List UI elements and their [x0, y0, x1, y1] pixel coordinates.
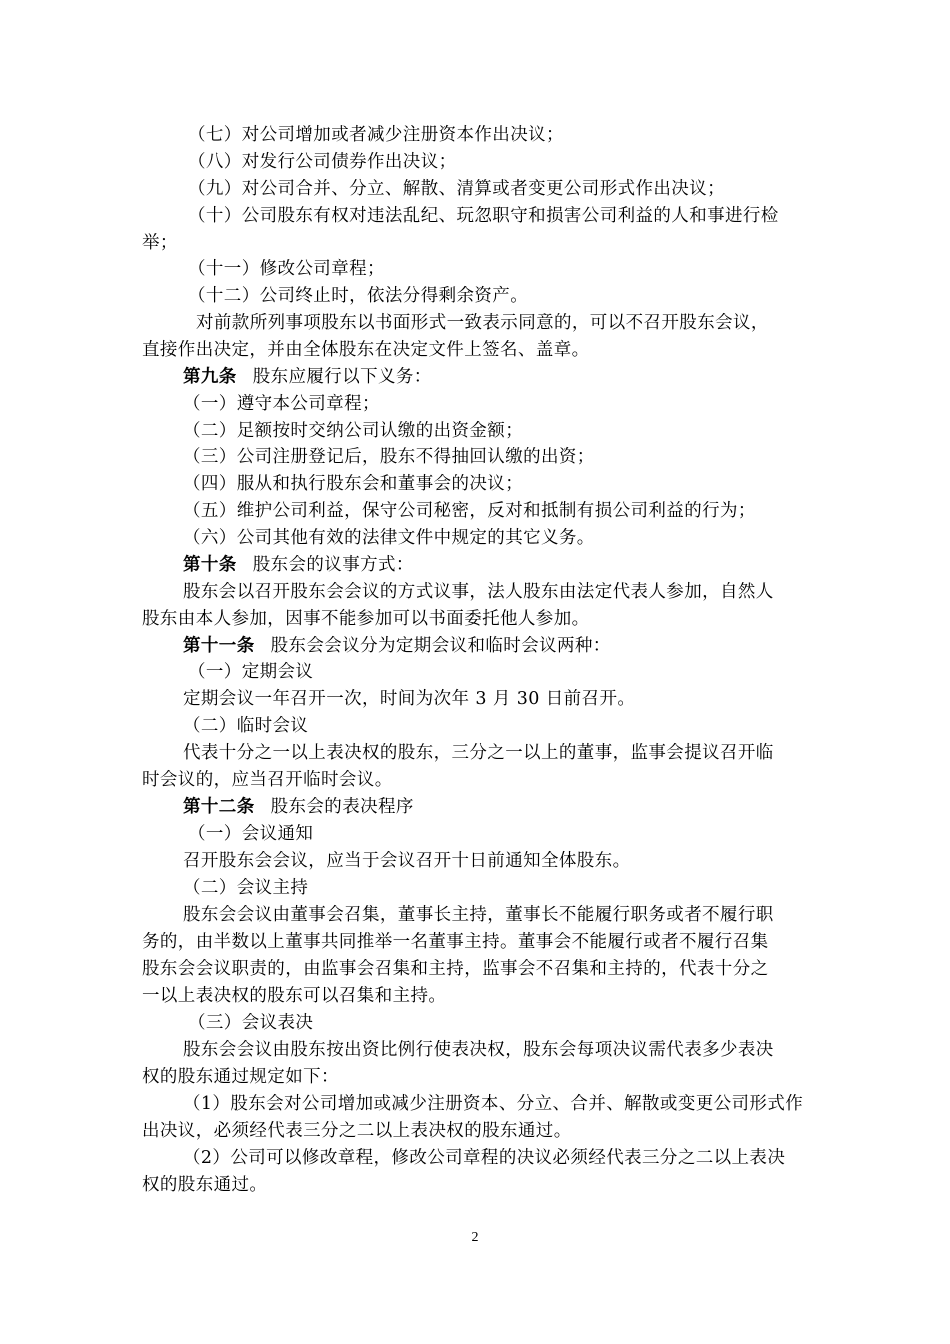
article-heading-line	[183, 795, 414, 819]
body-line	[183, 472, 523, 496]
body-line	[142, 231, 178, 255]
body-line	[142, 957, 769, 981]
article-number: 第十条	[183, 555, 237, 575]
line-text: （二）会议主持	[183, 878, 309, 898]
body-line	[188, 177, 725, 201]
body-line	[142, 338, 590, 362]
body-line	[142, 1173, 267, 1197]
body-line	[183, 419, 523, 443]
line-text: 股东会会议职责的，由监事会召集和主持，监事会不召集和主持的，代表十分之	[142, 959, 769, 979]
line-text: （四）服从和执行股东会和董事会的决议；	[183, 474, 524, 494]
line-text: （十）公司股东有权对违法乱纪、玩忽职守和损害公司利益的人和事进行检	[188, 206, 779, 226]
line-text: 股东会的表决程序	[270, 797, 414, 817]
body-line	[188, 822, 313, 846]
line-text: （十二）公司终止时，依法分得剩余资产。	[188, 286, 529, 306]
line-text: （十一）修改公司章程；	[188, 259, 385, 279]
body-line	[142, 930, 769, 954]
line-text: 权的股东通过。	[142, 1175, 268, 1195]
page-number: 2	[471, 1230, 479, 1245]
line-text: 时会议的，应当召开临时会议。	[142, 770, 393, 790]
line-text: 股东会会议分为定期会议和临时会议两种：	[270, 636, 611, 656]
line-text: 对前款所列事项股东以书面形式一致表示同意的，可以不召开股东会议，	[196, 313, 769, 333]
line-text: 权的股东通过规定如下：	[142, 1067, 339, 1087]
body-line	[183, 445, 595, 469]
body-line	[183, 1092, 803, 1116]
body-line	[142, 1119, 572, 1143]
body-line	[183, 903, 774, 927]
line-text: （二）临时会议	[183, 716, 309, 736]
body-line	[188, 257, 385, 281]
body-line	[188, 123, 564, 147]
body-line	[183, 876, 308, 900]
body-line	[183, 741, 774, 765]
line-text: 股东会会议由董事会召集，董事长主持，董事长不能履行职务或者不履行职	[183, 905, 774, 925]
line-text: （二）足额按时交纳公司认缴的出资金额；	[183, 421, 524, 441]
line-text: 一以上表决权的股东可以召集和主持。	[142, 986, 447, 1006]
article-number: 第十二条	[183, 797, 255, 817]
line-text: （三）公司注册登记后，股东不得抽回认缴的出资；	[183, 447, 595, 467]
line-text: 定期会议一年召开一次，时间为次年 3 月 30 日前召开。	[183, 689, 636, 709]
line-text: （五）维护公司利益，保守公司秘密，反对和抵制有损公司利益的行为；	[183, 501, 756, 521]
body-line	[183, 392, 380, 416]
line-text: 代表十分之一以上表决权的股东，三分之一以上的董事，监事会提议召开临	[183, 743, 774, 763]
line-text: 召开股东会会议，应当于会议召开十日前通知全体股东。	[183, 851, 631, 871]
body-line	[183, 1146, 785, 1170]
line-text: 股东会的议事方式：	[252, 555, 414, 575]
line-text: （六）公司其他有效的法律文件中规定的其它义务。	[183, 528, 595, 548]
body-line	[183, 526, 595, 550]
line-text: （一）定期会议	[188, 662, 314, 682]
body-line	[188, 150, 457, 174]
line-text: 股东会会议由股东按出资比例行使表决权，股东会每项决议需代表多少表决	[183, 1040, 774, 1060]
line-text: （2）公司可以修改章程，修改公司章程的决议必须经代表三分之二以上表决	[183, 1148, 786, 1168]
body-line	[188, 284, 528, 308]
article-heading-line	[183, 634, 611, 658]
line-text: 股东会以召开股东会会议的方式议事，法人股东由法定代表人参加，自然人	[183, 582, 774, 602]
body-line	[196, 311, 769, 335]
line-text: （一）遵守本公司章程；	[183, 394, 380, 414]
body-line	[142, 1065, 339, 1089]
line-text: 务的，由半数以上董事共同推举一名董事主持。董事会不能履行或者不履行召集	[142, 932, 769, 952]
body-line	[183, 1038, 774, 1062]
body-line	[188, 1011, 313, 1035]
line-text: 股东由本人参加，因事不能参加可以书面委托他人参加。	[142, 609, 590, 629]
body-line	[188, 204, 779, 228]
body-line	[142, 768, 393, 792]
article-number: 第九条	[183, 367, 237, 387]
body-line	[142, 984, 446, 1008]
body-line	[183, 849, 631, 873]
line-text: （一）会议通知	[188, 824, 314, 844]
body-line	[142, 607, 590, 631]
line-text: （1）股东会对公司增加或减少注册资本、分立、合并、解散或变更公司形式作	[183, 1094, 804, 1114]
line-text: 股东应履行以下义务：	[252, 367, 432, 387]
body-line	[183, 714, 308, 738]
body-line	[188, 660, 313, 684]
line-text: （七）对公司增加或者减少注册资本作出决议；	[188, 125, 564, 145]
body-line	[183, 580, 774, 604]
line-text: 出决议，必须经代表三分之二以上表决权的股东通过。	[142, 1121, 572, 1141]
line-text: （八）对发行公司债券作出决议；	[188, 152, 457, 172]
line-text: 直接作出决定，并由全体股东在决定文件上签名、盖章。	[142, 340, 590, 360]
body-line	[183, 499, 756, 523]
article-heading-line	[183, 365, 432, 389]
line-text: （九）对公司合并、分立、解散、清算或者变更公司形式作出决议；	[188, 179, 725, 199]
body-line	[183, 687, 635, 711]
article-number: 第十一条	[183, 636, 255, 656]
article-heading-line	[183, 553, 414, 577]
line-text: 举；	[142, 233, 178, 253]
line-text: （三）会议表决	[188, 1013, 314, 1033]
